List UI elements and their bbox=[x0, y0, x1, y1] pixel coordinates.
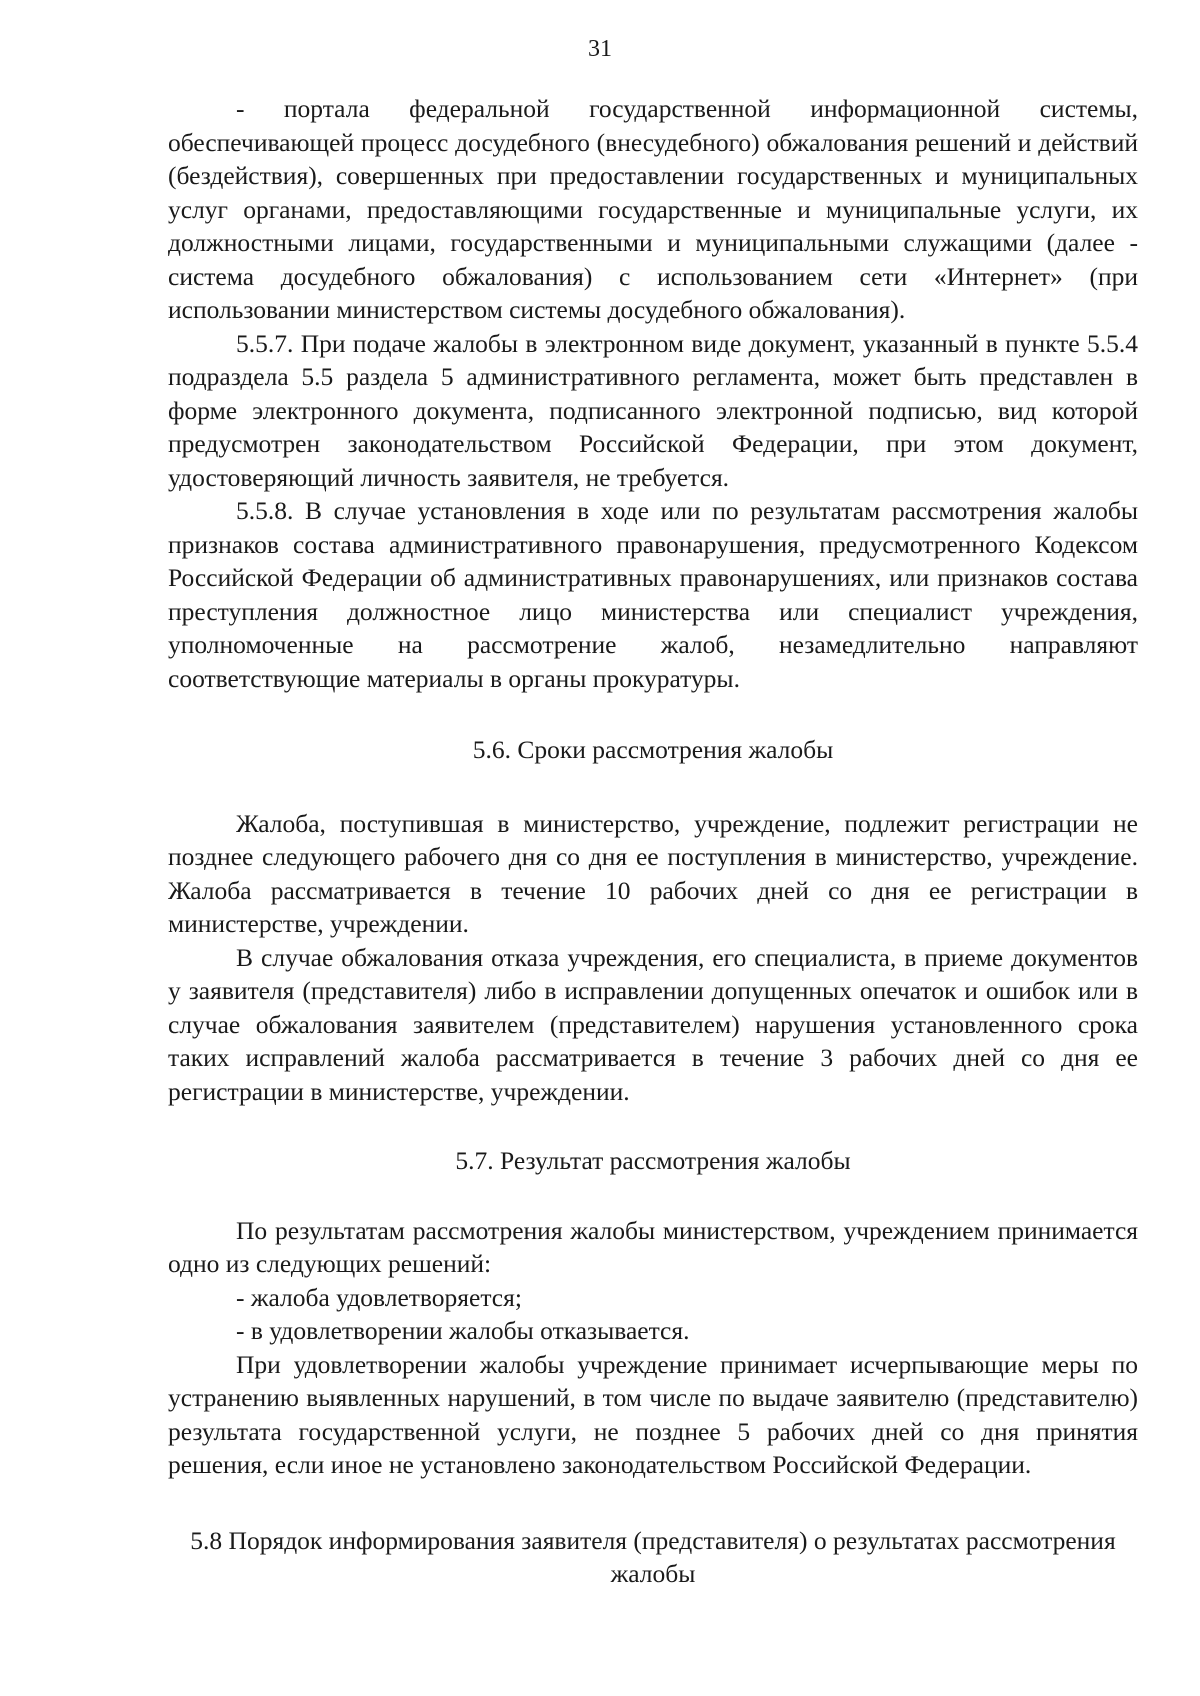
document-body bbox=[168, 92, 1138, 1591]
page-number: 31 bbox=[588, 36, 612, 62]
paragraph-5-6-registration: Жалоба, поступившая в министерство, учреждение, подлежит регистрации не позднее следующего рабочего дня со дня ее поступления в министерство, учреждение. Жалоба рассматривается в течение 10 рабочих дней со дня ее регистрации в министерстве, учреждении. bbox=[168, 808, 1138, 938]
paragraph-5-5-8: 5.5.8. В случае установления в ходе или по результатам рассмотрения жалобы признаков состава административного правонарушения, предусмотренного Кодексом Российской Федерации об административных правонарушениях, или признаков состава преступления должностное лицо министерства или специалист учреждения, уполномоченные на рассмотрение жалоб, незамедлительно направляют соответствующие материалы в органы прокуратуры. bbox=[168, 496, 1138, 693]
section-heading-5-6: 5.6. Сроки рассмотрения жалобы bbox=[472, 735, 834, 764]
list-item-satisfied: - жалоба удовлетворяется; bbox=[236, 1282, 522, 1312]
section-heading-5-8: 5.8 Порядок информирования заявителя (представителя) о результатах рассмотрения жалобы bbox=[190, 1525, 1116, 1588]
paragraph-5-5-7: 5.5.7. При подаче жалобы в электронном виде документ, указанный в пункте 5.5.4 подраздела 5.5 раздела 5 административного регламента, может быть представлен в форме электронного документа, подписанного электронной подписью, вид которой предусмотрен законодательством Российской Федерации, при этом документ, удостоверяющий личность заявителя, не требуется. bbox=[168, 328, 1138, 492]
section-heading-5-7: 5.7. Результат рассмотрения жалобы bbox=[455, 1146, 851, 1175]
paragraph-5-6-refusal: В случае обжалования отказа учреждения, его специалиста, в приеме документов у заявителя (представителя) либо в исправлении допущенных опечаток и ошибок или в случае обжалования заявителем (представителем) нарушения установленного срока таких исправлений жалоба рассматривается в течение 3 рабочих дней со дня ее регистрации в министерстве, учреждении. bbox=[168, 942, 1138, 1106]
list-item-refused: - в удовлетворении жалобы отказывается. bbox=[236, 1316, 690, 1345]
paragraph-5-7-intro: По результатам рассмотрения жалобы министерством, учреждением принимается одно из следующих решений: bbox=[168, 1215, 1138, 1278]
paragraph-5-7-closing: При удовлетворении жалобы учреждение принимает исчерпывающие меры по устранению выявленных нарушений, в том числе по выдаче заявителю (представителю) результата государственной услуги, не позднее 5 рабочих дней со дня принятия решения, если иное не установлено законодательством Российской Федерации. bbox=[168, 1349, 1138, 1479]
paragraph-portal: - портала федеральной государственной информационной системы, обеспечивающей процесс досудебного (внесудебного) обжалования решений и действий (бездействия), совершенных при предоставлении государственных и муниципальных услуг органами, предоставляющими государственные и муниципальные услуги, их должностными лицами, государственными и муниципальными служащими (далее - система досудебного обжалования) с использованием сети «Интернет» (при использовании министерством системы досудебного обжалования). bbox=[168, 94, 1138, 324]
